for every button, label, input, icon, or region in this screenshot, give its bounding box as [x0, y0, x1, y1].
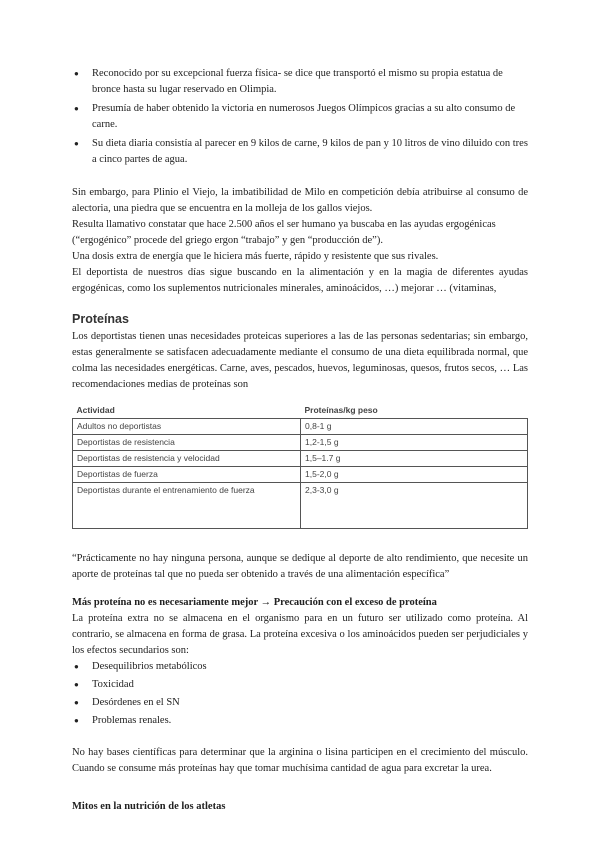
table-row — [73, 483, 528, 529]
list-item: ● Presumía de haber obtenido la victoria en numerosos Juegos Olímpicos gracias a su alto consumo de carne. — [72, 101, 528, 133]
list-item: ● Desequilibrios metabólicos — [72, 659, 528, 675]
protein-table — [72, 403, 528, 529]
paragraph-ergogenic: Resulta llamativo constatar que hace 2.500 años el ser humano ya buscaba en las ayudas ergogénicas (“ergogénico” procede del griego ergon “trabajo” y gen “producción de”). — [72, 219, 496, 246]
list-item: ● Reconocido por su excepcional fuerza física- se dice que transportó el mismo su propia estatua de bronce hasta su lugar reservado en Olimpia. — [72, 66, 528, 98]
table-cell: Deportistas de resistencia y velocidad — [73, 451, 301, 467]
table-cell: Deportistas de fuerza — [73, 467, 301, 483]
paragraph-protein-excess: La proteína extra no se almacena en el organismo para en un futuro ser utilizado como proteína. Al contrario, se almacena en forma de grasa. La proteína excesiva o los aminoácidos pueden ser perjudiciales y los efectos secundarios son: — [72, 613, 528, 656]
table-cell: Deportistas durante el entrenamiento de fuerza — [73, 483, 301, 529]
section-heading-proteins: Proteínas — [72, 312, 129, 326]
paragraph-energy: Una dosis extra de energía que le hiciera más fuerte, rápido y resistente que sus rivales. — [72, 251, 439, 262]
table-header-activity: Actividad — [73, 403, 301, 419]
table-cell: 2,3-3,0 g — [301, 483, 528, 529]
quote-paragraph: “Prácticamente no hay ninguna persona, aunque se dedique al deporte de alto rendimiento, que necesite un aporte de proteínas tal que no pueda ser obtenido a través de una alimentación específica” — [72, 553, 528, 580]
paragraph-plinio: Sin embargo, para Plinio el Viejo, la imbatibilidad de Milo en competición debía atribuirse al consumo de alectoria, una piedra que se encuentra en la molleja de los gallos viejos. — [72, 187, 528, 214]
table-cell: 0,8-1 g — [301, 419, 528, 435]
table-row — [73, 419, 528, 435]
table-row — [73, 467, 528, 483]
table-cell: 1,5–1.7 g — [301, 451, 528, 467]
paragraph-protein-needs: Los deportistas tienen unas necesidades proteicas superiores a las de las personas sedentarias; sin embargo, estas generalmente se satisfacen adecuadamente mediante el consumo de una dieta equilibrada normal, que colma las necesidades energéticas. Carne, aves, pescados, huevos, leguminosas, quesos, frutos secos, … Las recomendaciones medias de proteínas son — [72, 331, 528, 390]
heading-myths: Mitos en la nutrición de los atletas — [72, 801, 226, 812]
paragraph-modern-athlete: El deportista de nuestros días sigue buscando en la alimentación y en la magia de diferentes ayudas ergogénicas, como los suplementos nutricionales minerales, aminoácidos, …) mejorar … (vitaminas, — [72, 267, 528, 294]
side-effects-list — [72, 659, 528, 729]
table-cell: 1,5-2,0 g — [301, 467, 528, 483]
table-row — [73, 451, 528, 467]
table-row — [73, 435, 528, 451]
intro-bullet-list — [72, 66, 528, 168]
list-item: ● Desórdenes en el SN — [72, 695, 528, 711]
table-cell: Adultos no deportistas — [73, 419, 301, 435]
table-header-protein: Proteínas/kg peso — [301, 403, 528, 419]
heading-protein-excess: Más proteína no es necesariamente mejor → Precaución con el exceso de proteína — [72, 597, 437, 608]
document-page — [72, 66, 528, 815]
list-item: ● Toxicidad — [72, 677, 528, 693]
table-cell: Deportistas de resistencia — [73, 435, 301, 451]
table-cell: 1,2-1,5 g — [301, 435, 528, 451]
list-item: ● Problemas renales. — [72, 713, 528, 729]
list-item: ● Su dieta diaria consistía al parecer en 9 kilos de carne, 9 kilos de pan y 10 litros de vino diluido con tres a cinco partes de agua. — [72, 136, 528, 168]
table-header-row — [73, 403, 528, 419]
paragraph-arginine: No hay bases científicas para determinar que la arginina o lisina participen en el crecimiento del músculo. Cuando se consume más proteínas hay que tomar muchísima cantidad de agua para excretar la urea. — [72, 747, 528, 774]
